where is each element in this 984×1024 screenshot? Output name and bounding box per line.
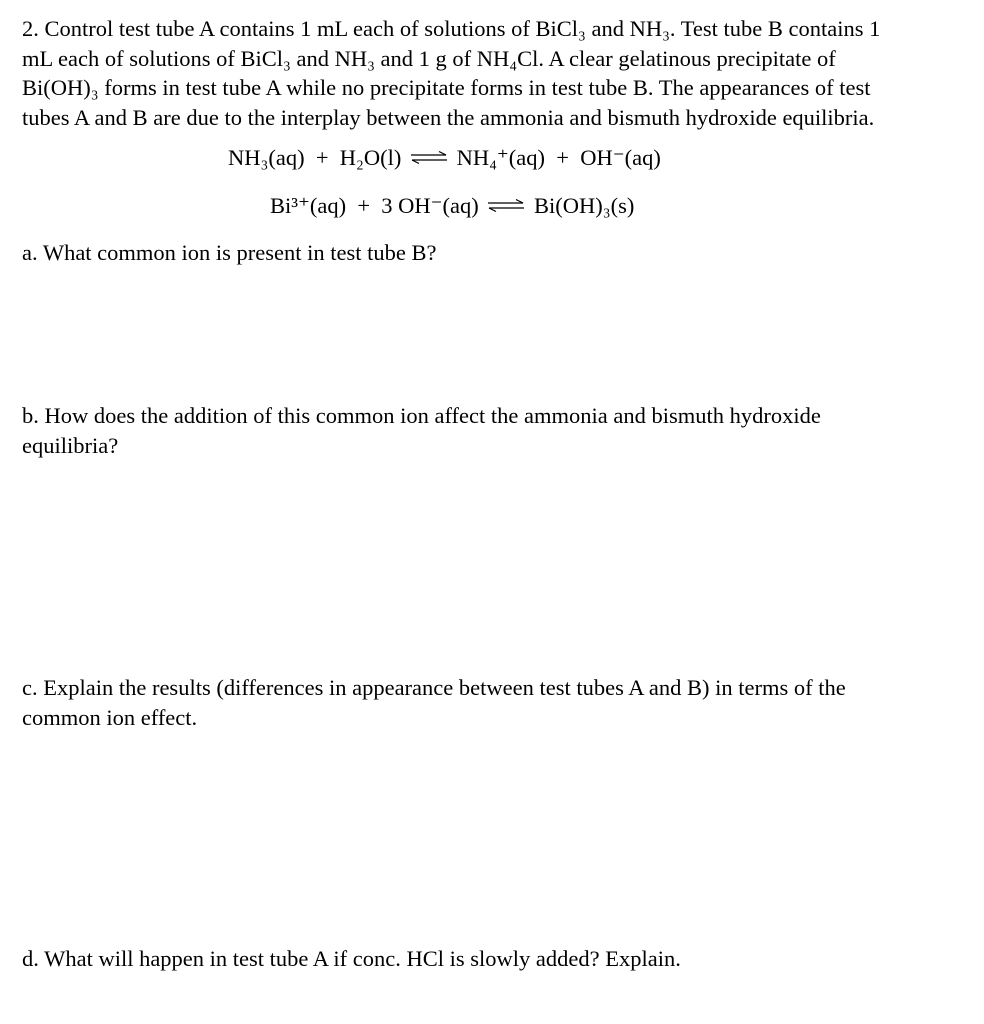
question-b xyxy=(22,401,972,460)
equation-products: Bi(OH)₃(s) xyxy=(534,193,635,218)
question-d xyxy=(22,944,972,974)
question-text: b. How does the addition of this common ion affect the ammonia and bismuth hydroxide xyxy=(22,403,821,428)
question-text: d. What will happen in test tube A if conc. HCl is slowly added? Explain. xyxy=(22,946,681,971)
question-c xyxy=(22,673,972,732)
question-text: equilibria? xyxy=(22,432,119,458)
intro-line: mL each of solutions of BiCl₃ and NH₃ and 1 g of NH₄Cl. A clear gelatinous precipitate of xyxy=(22,45,836,71)
equation-reactants: Bi³⁺(aq) + 3 OH⁻(aq) xyxy=(270,193,479,218)
equation-products: NH₄⁺(aq) + OH⁻(aq) xyxy=(456,145,661,170)
intro-line: tubes A and B are due to the interplay between the ammonia and bismuth hydroxide equilibria. xyxy=(22,104,875,130)
intro-line: 2. Control test tube A contains 1 mL each of solutions of BiCl₃ and NH₃. Test tube B contains 1 xyxy=(22,16,881,41)
bismuth-hydroxide-equilibrium-equation xyxy=(270,191,634,221)
equilibrium-arrow-icon xyxy=(486,198,526,214)
question-a xyxy=(22,238,972,268)
equation-reactants: NH₃(aq) + H₂O(l) xyxy=(228,145,402,170)
question-text: a. What common ion is present in test tube B? xyxy=(22,240,437,265)
ammonia-equilibrium-equation xyxy=(228,143,661,173)
question-text: common ion effect. xyxy=(22,704,198,730)
intro-line: Bi(OH)₃ forms in test tube A while no precipitate forms in test tube B. The appearances of test xyxy=(22,75,871,100)
question-text: c. Explain the results (differences in appearance between test tubes A and B) in terms of the xyxy=(22,675,846,700)
problem-intro xyxy=(22,14,972,132)
equilibrium-arrow-icon xyxy=(409,150,449,166)
